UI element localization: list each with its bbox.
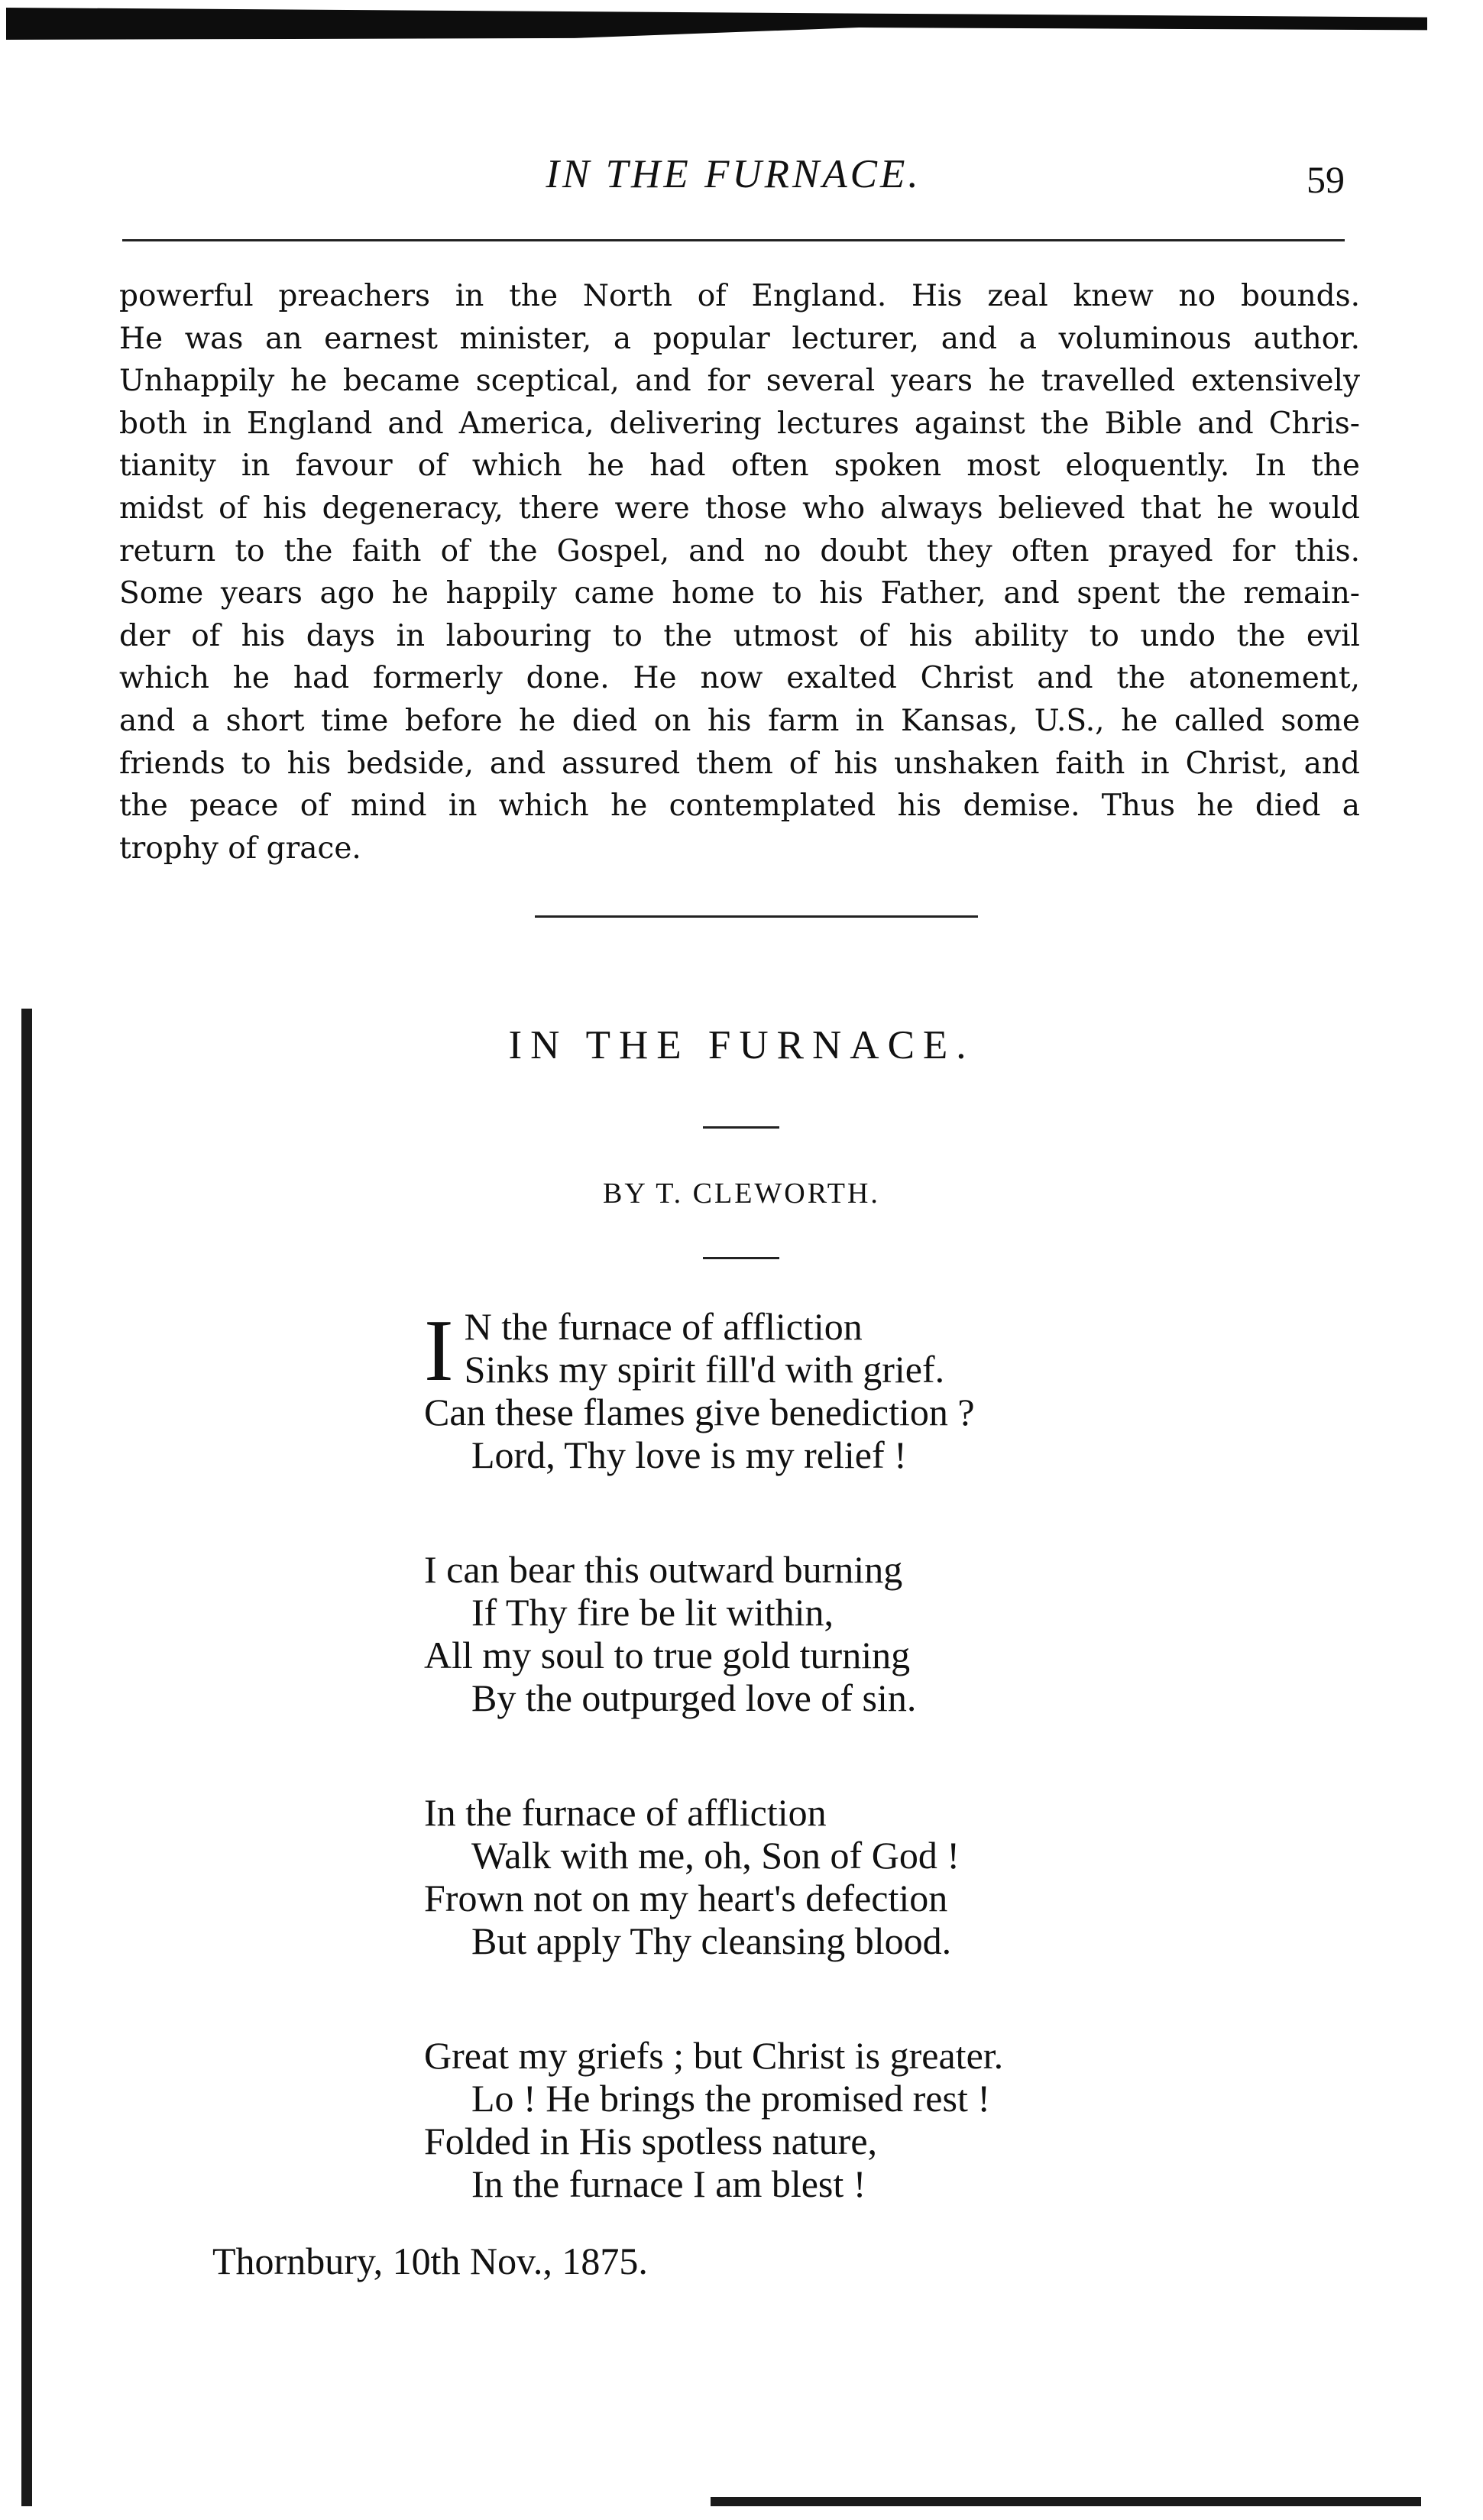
prose-line: Unhappily he became sceptical, and for several years he travelled extensively	[119, 364, 1360, 399]
poem-line: In the furnace I am blest !	[471, 2162, 866, 2205]
poem-line: Lord, Thy love is my relief !	[471, 1433, 907, 1476]
poem-line: N the furnace of affliction	[464, 1305, 863, 1348]
section-divider	[535, 915, 978, 918]
poem-line: In the furnace of affliction	[424, 1791, 827, 1834]
poem-line: Can these flames give benediction ?	[424, 1391, 975, 1433]
prose-line: which he had formerly done. He now exalted Christ and the atonement,	[119, 661, 1360, 696]
prose-line: the peace of mind in which he contemplated his demise. Thus he died a	[119, 789, 1360, 824]
byline-rule	[703, 1257, 779, 1259]
poem-line: Folded in His spotless nature,	[424, 2120, 878, 2162]
prose-line: trophy of grace.	[119, 831, 361, 866]
poem-byline: BY T. CLEWORTH.	[603, 1177, 880, 1210]
prose-line: and a short time before he died on his farm in Kansas, U.S., he called some	[119, 703, 1360, 738]
prose-line: Some years ago he happily came home to his Father, and spent the remain-	[119, 576, 1360, 611]
poem-line: Lo ! He brings the promised rest !	[471, 2077, 991, 2120]
poem-signoff: Thornbury, 10th Nov., 1875.	[212, 2240, 648, 2282]
poem-line: By the outpurged love of sin.	[471, 1676, 917, 1719]
poem-stanza	[424, 2034, 1188, 2205]
poem-stanza	[424, 1548, 1188, 1719]
poem-line: Frown not on my heart's defection	[424, 1877, 948, 1919]
prose-line: midst of his degeneracy, there were those who always believed that he would	[119, 491, 1360, 526]
poem-stanza	[424, 1791, 1188, 1962]
prose-line: return to the faith of the Gospel, and no doubt they often prayed for this.	[119, 533, 1360, 568]
poem-line: I can bear this outward burning	[424, 1548, 903, 1591]
page-number: 59	[1307, 158, 1345, 201]
poem-stanza	[424, 1302, 1188, 1476]
poem-line: Sinks my spirit fill'd with grief.	[464, 1348, 945, 1391]
prose-line: both in England and America, delivering lectures against the Bible and Chris-	[119, 406, 1360, 441]
title-rule	[703, 1126, 779, 1129]
prose-line: tianity in favour of which he had often spoken most eloquently. In the	[119, 449, 1360, 484]
poem-line: Walk with me, oh, Son of God !	[471, 1834, 960, 1877]
header-rule	[122, 239, 1345, 241]
prose-line: He was an earnest minister, a popular lecturer, and a voluminous author.	[119, 321, 1360, 356]
prose-line: der of his days in labouring to the utmost of his ability to undo the evil	[119, 618, 1360, 653]
poem-line: All my soul to true gold turning	[424, 1634, 911, 1676]
poem-title: IN THE FURNACE.	[508, 1023, 975, 1067]
prose-line: powerful preachers in the North of England. His zeal knew no bounds.	[119, 279, 1360, 313]
poem-line: If Thy fire be lit within,	[471, 1591, 834, 1634]
poem-line: But apply Thy cleansing blood.	[471, 1919, 952, 1962]
prose-line: friends to his bedside, and assured them of his unshaken faith in Christ, and	[119, 746, 1360, 781]
poem-line: Great my griefs ; but Christ is greater.	[424, 2034, 1004, 2077]
drop-cap: I	[424, 1302, 454, 1400]
running-header	[122, 151, 1345, 212]
scan-edge-artifact	[711, 2497, 1421, 2506]
poem-body	[424, 1302, 1188, 2277]
prose-paragraph	[119, 275, 1360, 870]
running-title: IN THE FURNACE.	[546, 152, 921, 196]
scan-edge-artifact	[6, 8, 1427, 40]
scan-edge-artifact	[21, 1009, 32, 2506]
